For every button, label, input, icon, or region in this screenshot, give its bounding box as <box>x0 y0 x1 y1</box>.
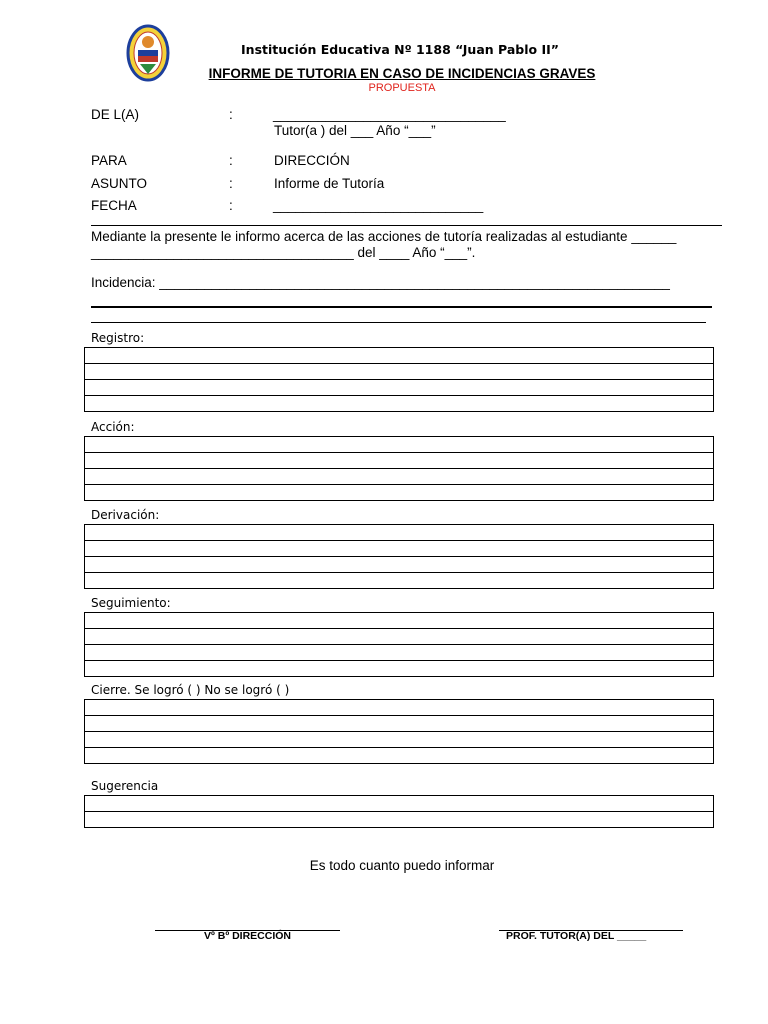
table-row[interactable] <box>85 380 713 396</box>
table-row[interactable] <box>85 716 713 732</box>
body-line-2: ___________________________________ del ____ Año “___”. <box>91 245 476 260</box>
de-label: DE L(A) <box>91 107 140 122</box>
table-row[interactable] <box>85 437 713 453</box>
derivacion-label: Derivación: <box>91 508 160 522</box>
para-value: DIRECCIÓN <box>274 153 350 168</box>
accion-table <box>84 436 714 501</box>
de-blank: _______________________________ <box>273 107 506 122</box>
incidencia-blank-line <box>91 306 712 308</box>
document-title: INFORME DE TUTORIA EN CASO DE INCIDENCIAS GRAVES <box>208 66 596 81</box>
de-sub: Tutor(a ) del ___ Año “___” <box>274 123 436 138</box>
para-colon: : <box>229 153 233 168</box>
table-row[interactable] <box>85 700 713 716</box>
table-row[interactable] <box>85 541 713 557</box>
cierre-table <box>84 699 714 764</box>
table-row[interactable] <box>85 469 713 485</box>
table-row[interactable] <box>85 661 713 676</box>
table-row[interactable] <box>85 748 713 763</box>
sugerencia-table <box>84 795 714 828</box>
table-row[interactable] <box>85 796 713 812</box>
table-row[interactable] <box>85 732 713 748</box>
table-row[interactable] <box>85 645 713 661</box>
table-row[interactable] <box>85 573 713 588</box>
table-row[interactable] <box>85 453 713 469</box>
body-line-1: Mediante la presente le informo acerca de las acciones de tutoría realizadas al estudiante ______ <box>91 229 677 244</box>
para-label: PARA <box>91 153 127 168</box>
table-row[interactable] <box>85 629 713 645</box>
accion-label: Acción: <box>91 420 135 434</box>
asunto-colon: : <box>229 176 233 191</box>
seguimiento-table <box>84 612 714 677</box>
asunto-label: ASUNTO <box>91 176 148 191</box>
table-row[interactable] <box>85 364 713 380</box>
fecha-colon: : <box>229 198 233 213</box>
table-row[interactable] <box>85 525 713 541</box>
table-row[interactable] <box>85 396 713 411</box>
cierre-label: Cierre. Se logró ( ) No se logró ( ) <box>91 683 290 697</box>
document-subtitle: PROPUESTA <box>368 82 436 94</box>
signature-label-right: PROF. TUTOR(A) DEL _____ <box>506 930 647 942</box>
registro-table <box>84 347 714 412</box>
table-row[interactable] <box>85 485 713 500</box>
asunto-value: Informe de Tutoría <box>274 176 385 191</box>
sugerencia-label: Sugerencia <box>91 779 159 793</box>
table-row[interactable] <box>85 812 713 827</box>
closing-text: Es todo cuanto puedo informar <box>309 858 495 873</box>
table-row[interactable] <box>85 557 713 573</box>
separator-line <box>91 225 722 226</box>
signature-label-left: Vº Bº DIRECCIÓN <box>203 930 291 942</box>
incidencia-line: Incidencia: ____________________________________________________________________ <box>91 275 670 290</box>
fecha-value: ____________________________ <box>273 198 484 213</box>
registro-label: Registro: <box>91 331 145 345</box>
table-row[interactable] <box>85 613 713 629</box>
derivacion-table <box>84 524 714 589</box>
de-colon: : <box>229 107 233 122</box>
fecha-label: FECHA <box>91 198 137 213</box>
institution-name: Institución Educativa Nº 1188 “Juan Pablo II” <box>241 42 559 57</box>
incidencia-blank-line-2 <box>91 322 706 323</box>
seguimiento-label: Seguimiento: <box>91 596 171 610</box>
table-row[interactable] <box>85 348 713 364</box>
